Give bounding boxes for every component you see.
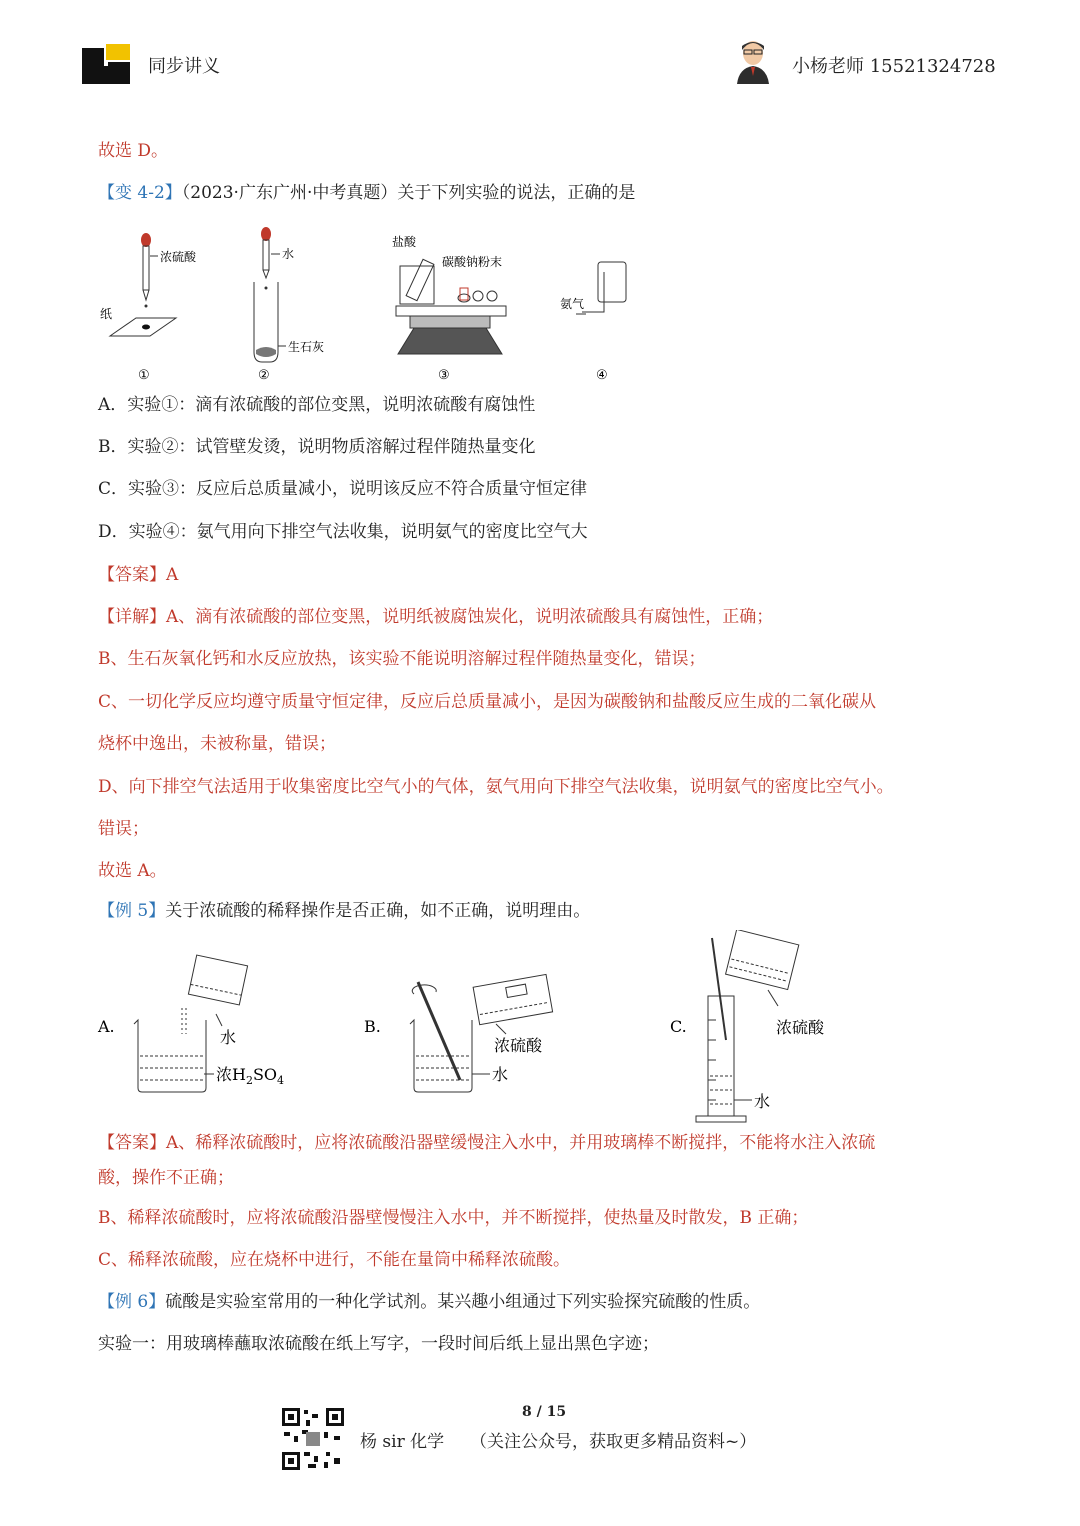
label-n1: ① — [138, 368, 150, 383]
q42-detail-7: 故选 A。 — [98, 861, 167, 881]
fig5-b-glass-rod — [418, 982, 460, 1080]
q42-detail-3: C、一切化学反应均遵守质量守恒定律，反应后总质量减小，是因为碳酸钠和盐酸反应生成的二氧化碳从 — [98, 692, 877, 712]
teacher-avatar — [733, 38, 773, 84]
footer-brand: 杨 sir 化学 — [360, 1432, 445, 1452]
label-na2co3: 碳酸钠粉末 — [442, 255, 503, 269]
label-paper: 纸 — [100, 307, 113, 321]
qr-code-icon — [280, 1406, 346, 1472]
fig5-c-cylinder — [708, 996, 734, 1116]
teacher-avatar-icon — [733, 38, 773, 84]
prev-answer: 故选 D。 — [98, 141, 169, 161]
q42-tag: 【变 4-2】 — [98, 183, 182, 203]
q42-detail-2: B、生石灰氧化钙和水反应放热，该实验不能说明溶解过程伴随热量变化，错误； — [98, 649, 706, 669]
fig5-b-acid: 浓硫酸 — [494, 1036, 543, 1055]
puzzle-logo-icon — [80, 42, 136, 86]
fig5-b-water: 水 — [492, 1065, 509, 1084]
header-logo — [80, 42, 136, 86]
exp3-balance — [396, 306, 506, 316]
q42-detail-4: 烧杯中逸出，未被称量，错误； — [98, 734, 336, 754]
footer-slogan: （关注公众号，获取更多精品资料~） — [470, 1432, 757, 1452]
q42-figure — [96, 226, 656, 386]
q5-answer-2: 酸，操作不正确； — [98, 1168, 234, 1188]
q42-answer: 【答案】A — [98, 565, 179, 585]
label-n4: ④ — [596, 368, 608, 383]
fig5-a-pour-beaker — [188, 955, 247, 1005]
q42-option-d: D．实验④：氨气用向下排空气法收集，说明氨气的密度比空气大 — [98, 522, 588, 542]
exp1-dropper — [141, 233, 151, 308]
label-hcl: 盐酸 — [392, 235, 417, 249]
label-water-1: 水 — [282, 247, 295, 261]
header-title: 同步讲义 — [148, 56, 220, 77]
exp2-dropper — [261, 227, 271, 290]
fig5-a-label: A. — [98, 1017, 115, 1036]
label-ammonia: 氨气 — [560, 297, 585, 311]
q42-detail-5: D、向下排空气法适用于收集密度比空气小的气体，氨气用向下排空气法收集，说明氨气的密度比空气小。 — [98, 777, 894, 797]
fig5-b-acid-bottle — [473, 974, 552, 1024]
q5-answer-4: C、稀释浓硫酸，应在烧杯中进行，不能在量筒中稀释浓硫酸。 — [98, 1250, 571, 1270]
q42-heading — [98, 181, 635, 205]
q42-detail-1: 【详解】A、滴有浓硫酸的部位变黑，说明纸被腐蚀炭化，说明浓硫酸具有腐蚀性，正确； — [98, 607, 774, 627]
q42-option-c: C．实验③：反应后总质量减小，说明该反应不符合质量守恒定律 — [98, 479, 588, 499]
fig5-a-water: 水 — [220, 1028, 237, 1047]
fig5-c-water: 水 — [754, 1092, 771, 1111]
label-acid-1: 浓硫酸 — [160, 250, 197, 264]
fig5-a-acid-formula: 浓$H_2SO_4$ — [216, 1065, 285, 1087]
exp4-bottle — [598, 262, 626, 302]
q42-option-a: A．实验①：滴有浓硫酸的部位变黑，说明浓硫酸有腐蚀性 — [98, 395, 536, 415]
label-n3: ③ — [438, 368, 450, 383]
q5-heading — [98, 899, 590, 923]
label-lime: 生石灰 — [288, 340, 325, 354]
q6-heading — [98, 1290, 760, 1314]
fig5-b-label: B. — [364, 1017, 381, 1036]
q5-answer-1: 【答案】A、稀释浓硫酸时，应将浓硫酸沿器壁缓慢注入水中，并用玻璃棒不断搅拌，不能将水注入浓硫 — [98, 1133, 876, 1153]
q6-tag: 【例 6】 — [98, 1292, 166, 1312]
footer-page: 8 / 15 — [522, 1404, 567, 1420]
q6-stem: 硫酸是实验室常用的一种化学试剂。某兴趣小组通过下列实验探究硫酸的性质。 — [165, 1292, 761, 1312]
q42-option-b: B．实验②：试管壁发烫，说明物质溶解过程伴随热量变化 — [98, 437, 536, 457]
label-n2: ② — [258, 368, 270, 383]
fig5-c-glass-rod — [712, 938, 726, 1040]
q5-tag: 【例 5】 — [98, 901, 166, 921]
q6-exp1: 实验一：用玻璃棒蘸取浓硫酸在纸上写字，一段时间后纸上显出黑色字迹； — [98, 1334, 659, 1354]
q5-figure — [96, 930, 856, 1126]
q5-answer-3: B、稀释浓硫酸时，应将浓硫酸沿器壁慢慢注入水中，并不断搅拌，使热量及时散发，B 正确； — [98, 1208, 809, 1228]
q42-stem: （2023·广东广州·中考真题）关于下列实验的说法，正确的是 — [181, 183, 636, 203]
footer-qr — [280, 1406, 346, 1472]
q5-stem: 关于浓硫酸的稀释操作是否正确，如不正确，说明理由。 — [165, 901, 591, 921]
header-teacher: 小杨老师 15521324728 — [792, 56, 996, 77]
fig5-c-acid-beaker — [726, 930, 799, 990]
fig5-b-stir-arrow — [412, 985, 436, 994]
q42-detail-6: 错误； — [98, 819, 149, 839]
fig5-c-acid: 浓硫酸 — [776, 1018, 825, 1037]
fig5-c-label: C. — [670, 1017, 687, 1036]
